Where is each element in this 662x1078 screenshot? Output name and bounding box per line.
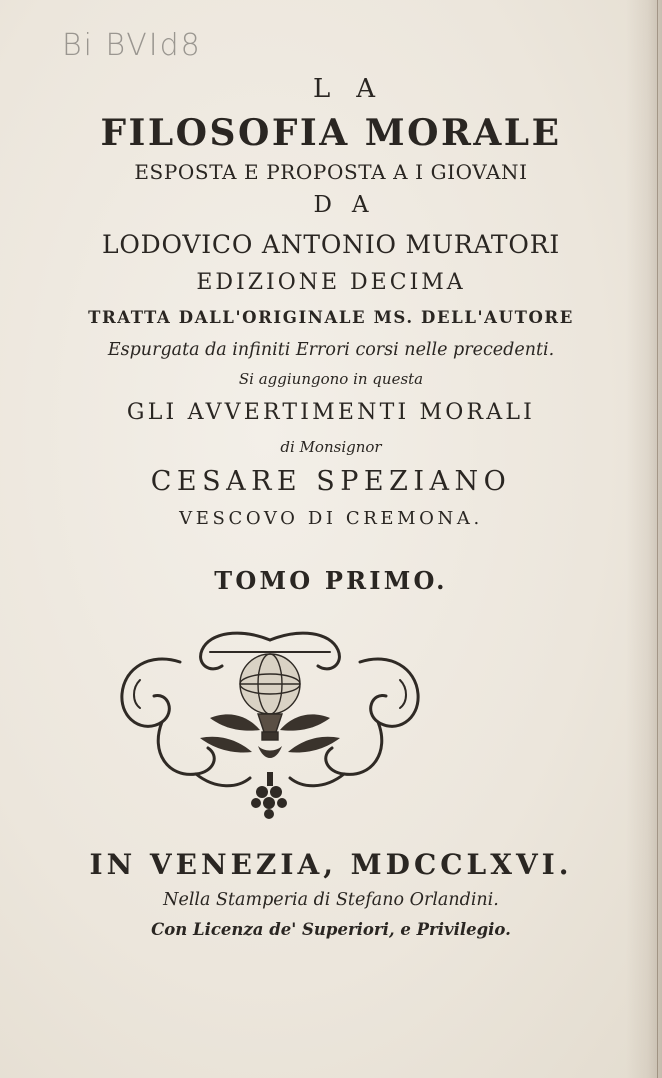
corrections-line: Espurgata da infiniti Errori corsi nelle precedenti.: [107, 340, 555, 360]
printer-line: Nella Stamperia di Stefano Orlandini.: [163, 890, 499, 910]
page-title: FILOSOFIA MORALE: [100, 112, 562, 154]
monsignor-line: di Monsignor: [280, 438, 382, 456]
addition-line: Si aggiungono in questa: [238, 370, 424, 388]
author-name: LODOVICO ANTONIO MURATORI: [101, 230, 561, 259]
subtitle: ESPOSTA E PROPOSTA A I GIOVANI: [134, 160, 528, 184]
edition-line: EDIZIONE DECIMA: [196, 270, 466, 295]
second-author: CESARE SPEZIANO: [150, 466, 512, 497]
volume-line: TOMO PRIMO.: [214, 566, 448, 595]
pencil-shelfmark: Bi BVId8: [62, 28, 202, 63]
source-line: TRATTA DALL'ORIGINALE MS. DELL'AUTORE: [88, 308, 574, 327]
license-line: Con Licenza de' Superiori, e Privilegio.: [151, 920, 511, 939]
title-article: LA: [312, 74, 402, 104]
da-line: DA: [313, 192, 389, 218]
appendix-title: GLI AVVERTIMENTI MORALI: [126, 400, 536, 425]
printer-vignette-globe-icon: [110, 622, 430, 830]
imprint-line: IN VENEZIA, MDCCLXVI.: [89, 848, 573, 881]
second-author-title: VESCOVO DI CREMONA.: [179, 508, 483, 529]
